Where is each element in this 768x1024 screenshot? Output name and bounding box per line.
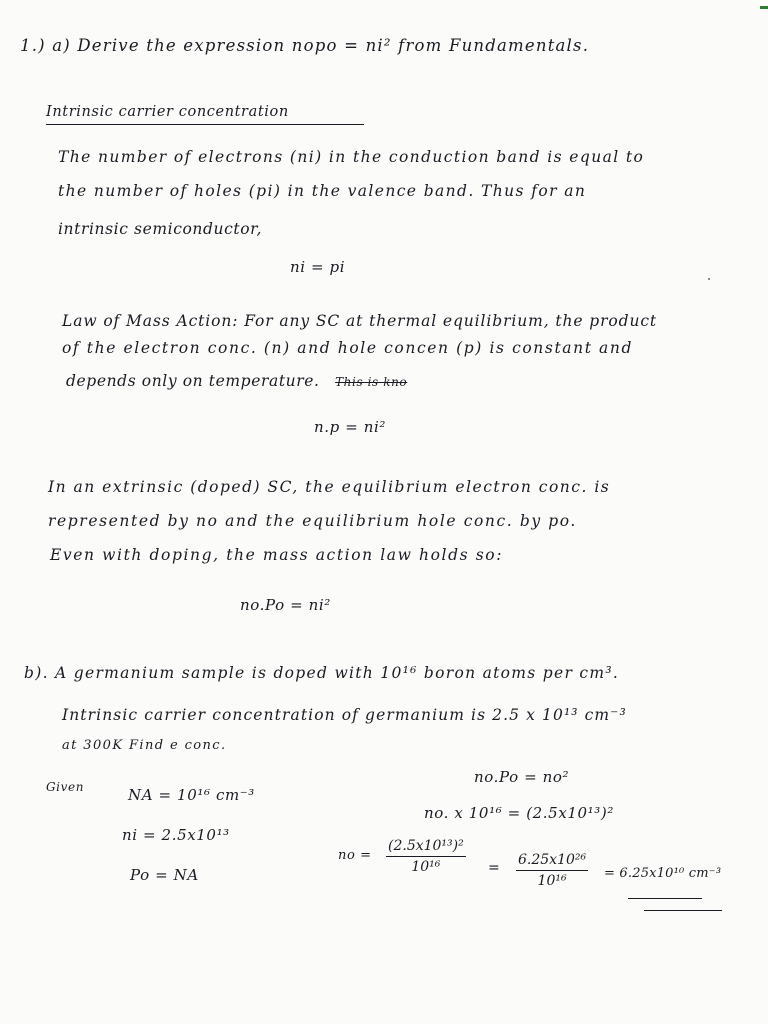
given-na: NA = 10¹⁶ cm⁻³ (128, 786, 255, 804)
result-underline-2 (644, 910, 722, 911)
struck-out-text: This is kno (335, 375, 408, 389)
mass-action-line-2: of the electron conc. (n) and hole concen (p) is constant and (62, 339, 633, 357)
heading-underline (46, 124, 364, 125)
result-underline-1 (628, 898, 702, 899)
solution-fraction-1 (386, 838, 466, 875)
intrinsic-line-2: the number of holes (pi) in the valence band. Thus for an (58, 182, 587, 200)
extrinsic-line-2: represented by no and the equilibrium hole conc. by po. (48, 512, 577, 530)
solution-result: = 6.25x10¹⁰ cm⁻³ (604, 866, 722, 881)
solution-line-1: no.Po = no² (474, 768, 570, 786)
question-b-line-3: at 300K Find e conc. (62, 738, 227, 753)
extrinsic-line-1: In an extrinsic (doped) SC, the equilibrium electron conc. is (48, 478, 611, 496)
fraction-2-denominator: 10¹⁶ (537, 873, 567, 889)
solution-fraction-2 (516, 852, 588, 889)
mass-action-line-3-text: depends only on temperature. (66, 372, 320, 390)
intrinsic-line-1: The number of electrons (ni) in the conduction band is equal to (58, 148, 645, 166)
extrinsic-line-3: Even with doping, the mass action law holds so: (50, 546, 504, 564)
given-po: Po = NA (130, 866, 199, 884)
solution-no-label: no = (338, 848, 372, 863)
given-label: Given (46, 780, 85, 794)
question-b-line-2: Intrinsic carrier concentration of germanium is 2.5 x 10¹³ cm⁻³ (62, 706, 627, 724)
solution-equals: = (488, 860, 501, 876)
equation-ni-pi: ni = pi (290, 258, 346, 276)
corner-mark (760, 6, 768, 9)
question-a: 1.) a) Derive the expression nopo = ni² from Fundamentals. (20, 36, 590, 55)
solution-line-2: no. x 10¹⁶ = (2.5x10¹³)² (424, 804, 614, 822)
intrinsic-line-3: intrinsic semiconductor, (58, 220, 262, 238)
stray-dot (708, 278, 710, 280)
equation-np: n.p = ni² (314, 418, 387, 436)
fraction-1-denominator: 10¹⁶ (411, 859, 441, 875)
equation-nopo: no.Po = ni² (240, 596, 331, 614)
intrinsic-heading: Intrinsic carrier concentration (46, 104, 289, 120)
given-ni: ni = 2.5x10¹³ (122, 826, 230, 844)
mass-action-line-1: Law of Mass Action: For any SC at thermal equilibrium, the product (62, 312, 658, 330)
fraction-2-numerator: 6.25x10²⁶ (516, 852, 588, 871)
mass-action-line-3 (66, 372, 407, 390)
fraction-1-numerator: (2.5x10¹³)² (386, 838, 466, 857)
question-b-line-1: b). A germanium sample is doped with 10¹⁶ boron atoms per cm³. (24, 664, 620, 682)
